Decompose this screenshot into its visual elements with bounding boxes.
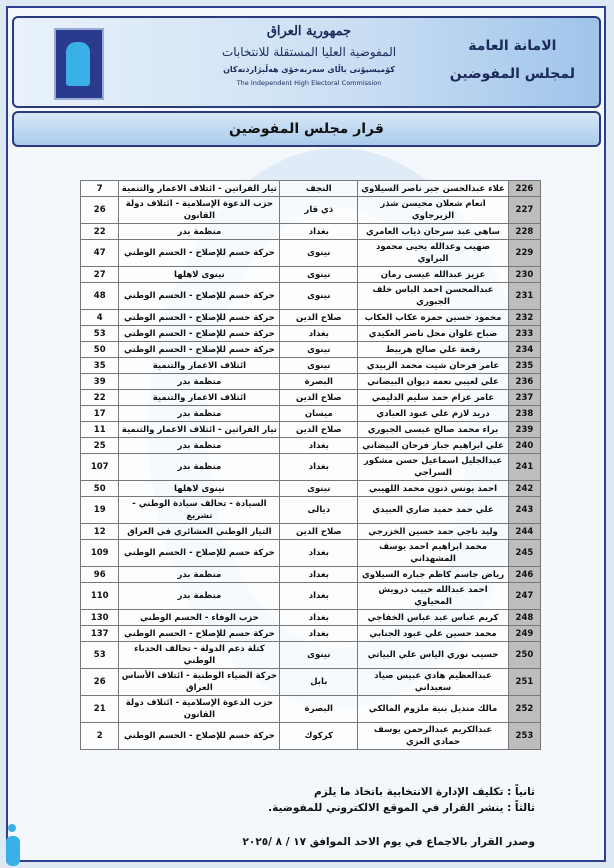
candidate-name: احمد عبدالله حبيب درويش المحياوي — [358, 583, 509, 610]
table-row — [81, 358, 541, 374]
province: نينوى — [280, 283, 358, 310]
row-number: 233 — [508, 326, 540, 342]
row-number: 228 — [508, 224, 540, 240]
province: صلاح الدين — [280, 310, 358, 326]
province: كركوك — [280, 723, 358, 750]
list-number: 50 — [81, 481, 119, 497]
list-number: 110 — [81, 583, 119, 610]
decision-notes — [60, 784, 535, 816]
party-name: نينوى لاهلها — [119, 481, 280, 497]
candidate-name: دريد لازم علي عبود العبادي — [358, 406, 509, 422]
candidate-name: عبدالجليل اسماعيل حسن مشكور السراجي — [358, 454, 509, 481]
table-row — [81, 524, 541, 540]
corner-logo-icon — [0, 820, 30, 868]
list-number: 25 — [81, 438, 119, 454]
row-number: 235 — [508, 358, 540, 374]
candidate-name: عامر فرحان شيت محمد الزبيدي — [358, 358, 509, 374]
party-name: منظمة بدر — [119, 454, 280, 481]
candidate-name: محمد ابراهيم احمد يوسف المشهداني — [358, 540, 509, 567]
table-row — [81, 626, 541, 642]
list-number: 53 — [81, 326, 119, 342]
candidate-name: علي لعيبي نعمه ديوان البيضاني — [358, 374, 509, 390]
row-number: 242 — [508, 481, 540, 497]
row-number: 234 — [508, 342, 540, 358]
page-title: قرار مجلس المفوضين — [12, 111, 601, 147]
letterhead — [12, 16, 601, 108]
row-number: 253 — [508, 723, 540, 750]
list-number: 21 — [81, 696, 119, 723]
province: البصرة — [280, 374, 358, 390]
province: بغداد — [280, 438, 358, 454]
row-number: 241 — [508, 454, 540, 481]
table-row — [81, 438, 541, 454]
note-third: ثالثاً : ينشر القرار في الموقع الالكتروني للمفوضية. — [268, 802, 535, 814]
province: نينوى — [280, 342, 358, 358]
province: بغداد — [280, 626, 358, 642]
table-row — [81, 422, 541, 438]
party-name: حركة حسم للإصلاح - الحسم الوطني — [119, 283, 280, 310]
table-row — [81, 326, 541, 342]
row-number: 227 — [508, 197, 540, 224]
candidate-name: احمد يونس ذنون محمد اللهيبي — [358, 481, 509, 497]
org-arabic-line2: المفوضية العليا المستقلة للانتخابات — [221, 45, 397, 59]
row-number: 239 — [508, 422, 540, 438]
list-number: 11 — [81, 422, 119, 438]
party-name: منظمة بدر — [119, 567, 280, 583]
candidate-name: علي ابراهيم جبار فرحان البيضاني — [358, 438, 509, 454]
province: نينوى — [280, 358, 358, 374]
table-row — [81, 454, 541, 481]
note-second: ثانياً : تكليف الإدارة الانتخابية باتخاذ ما يلزم — [314, 786, 535, 798]
candidate-name: صباح علوان محل ناصر العكيدي — [358, 326, 509, 342]
candidate-name: محمد حسين علي عبود الجنابي — [358, 626, 509, 642]
list-number: 27 — [81, 267, 119, 283]
table-row — [81, 374, 541, 390]
party-name: حركة حسم للإصلاح - الحسم الوطني — [119, 540, 280, 567]
row-number: 248 — [508, 610, 540, 626]
party-name: حزب الدعوة الإسلامية - ائتلاف دولة القانون — [119, 696, 280, 723]
list-number: 22 — [81, 224, 119, 240]
party-name: حركة حسم للإصلاح - الحسم الوطني — [119, 310, 280, 326]
org-english: The Independent High Electoral Commission — [236, 79, 382, 87]
party-name: منظمة بدر — [119, 406, 280, 422]
province: بغداد — [280, 610, 358, 626]
candidate-name: مالك منديل بنية ملزوم المالكي — [358, 696, 509, 723]
party-name: التيار الوطني العشائري في العراق — [119, 524, 280, 540]
list-number: 53 — [81, 642, 119, 669]
table-row — [81, 406, 541, 422]
candidate-name: براء محمد صالح عيسى الجبوري — [358, 422, 509, 438]
table-row — [81, 567, 541, 583]
candidate-name: عامر عزام حمد سليم الدليمي — [358, 390, 509, 406]
department — [450, 32, 575, 88]
candidate-name: صهيب وعدالله يحيى محمود البراوي — [358, 240, 509, 267]
row-number: 249 — [508, 626, 540, 642]
province: ديالى — [280, 497, 358, 524]
row-number: 226 — [508, 181, 540, 197]
party-name: منظمة بدر — [119, 224, 280, 240]
list-number: 22 — [81, 390, 119, 406]
party-name: حركة حسم للإصلاح - الحسم الوطني — [119, 723, 280, 750]
department-line2: لمجلس المفوضين — [449, 66, 575, 82]
table-row — [81, 240, 541, 267]
province: بغداد — [280, 567, 358, 583]
province: بغداد — [280, 583, 358, 610]
document-body — [60, 180, 550, 850]
row-number: 236 — [508, 374, 540, 390]
row-number: 237 — [508, 390, 540, 406]
list-number: 26 — [81, 669, 119, 696]
province: صلاح الدين — [280, 390, 358, 406]
province: ذي قار — [280, 197, 358, 224]
row-number: 240 — [508, 438, 540, 454]
table-row — [81, 310, 541, 326]
party-name: تيار الفراتين - ائتلاف الاعمار والتنمية — [119, 422, 280, 438]
candidate-name: علي حمد حميد ضاري العبيدي — [358, 497, 509, 524]
row-number: 250 — [508, 642, 540, 669]
party-name: منظمة بدر — [119, 583, 280, 610]
list-number: 47 — [81, 240, 119, 267]
list-number: 50 — [81, 342, 119, 358]
table-row — [81, 224, 541, 240]
province: بغداد — [280, 224, 358, 240]
candidate-name: عبدالمحسن احمد الياس خلف الجبوري — [358, 283, 509, 310]
candidate-name: انعام شعلان محيسن شذر الزيرجاوي — [358, 197, 509, 224]
candidate-name: عزيز عبدالله عيسى رمان — [358, 267, 509, 283]
candidate-name: عبدالكريم عبدالرحمن يوسف حمادي العزي — [358, 723, 509, 750]
row-number: 244 — [508, 524, 540, 540]
list-number: 137 — [81, 626, 119, 642]
table-row — [81, 583, 541, 610]
row-number: 252 — [508, 696, 540, 723]
list-number: 19 — [81, 497, 119, 524]
row-number: 243 — [508, 497, 540, 524]
province: بغداد — [280, 454, 358, 481]
candidate-name: محمود حسين حمزه عكاب العكاب — [358, 310, 509, 326]
table-row — [81, 197, 541, 224]
table-row — [81, 283, 541, 310]
candidate-name: رفعة علي صالح هربيط — [358, 342, 509, 358]
list-number: 4 — [81, 310, 119, 326]
table-row — [81, 342, 541, 358]
province: بغداد — [280, 326, 358, 342]
party-name: ائتلاف الاعمار والتنمية — [119, 358, 280, 374]
organization-name — [184, 22, 434, 89]
province: بغداد — [280, 540, 358, 567]
candidate-name: وليد ناجي حمد حسين الخزرجي — [358, 524, 509, 540]
row-number: 238 — [508, 406, 540, 422]
row-number: 232 — [508, 310, 540, 326]
row-number: 230 — [508, 267, 540, 283]
list-number: 48 — [81, 283, 119, 310]
party-name: حزب الدعوة الإسلامية - ائتلاف دولة القانون — [119, 197, 280, 224]
list-number: 35 — [81, 358, 119, 374]
table-row — [81, 390, 541, 406]
province: ميسان — [280, 406, 358, 422]
candidate-name: علاء عبدالحسن جبر ناصر السيلاوي — [358, 181, 509, 197]
province: بابل — [280, 669, 358, 696]
candidate-name: رياض جاسم كاظم جباره السيلاوي — [358, 567, 509, 583]
row-number: 251 — [508, 669, 540, 696]
table-row — [81, 540, 541, 567]
list-number: 130 — [81, 610, 119, 626]
commission-logo — [54, 28, 104, 100]
table-row — [81, 610, 541, 626]
candidate-name: كريم عباس عبد عباس الخفاجي — [358, 610, 509, 626]
row-number: 245 — [508, 540, 540, 567]
table-row — [81, 669, 541, 696]
candidate-name: حسيب نوري الياس علي البياتي — [358, 642, 509, 669]
party-name: حركة الضياء الوطنية - ائتلاف الأساس العراق — [119, 669, 280, 696]
list-number: 109 — [81, 540, 119, 567]
list-number: 107 — [81, 454, 119, 481]
table-row — [81, 723, 541, 750]
org-arabic-line1: جمهورية العراق — [266, 24, 352, 39]
row-number: 246 — [508, 567, 540, 583]
table-row — [81, 642, 541, 669]
list-number: 26 — [81, 197, 119, 224]
province: نينوى — [280, 240, 358, 267]
table-row — [81, 267, 541, 283]
province: البصرة — [280, 696, 358, 723]
row-number: 229 — [508, 240, 540, 267]
party-name: ائتلاف الاعمار والتنمية — [119, 390, 280, 406]
party-name: حركة حسم للإصلاح - الحسم الوطني — [119, 342, 280, 358]
table-row — [81, 696, 541, 723]
candidate-name: ساهي عبد سرحان ذياب العامري — [358, 224, 509, 240]
list-number: 2 — [81, 723, 119, 750]
party-name: منظمة بدر — [119, 438, 280, 454]
list-number: 7 — [81, 181, 119, 197]
party-name: حركة حسم للإصلاح - الحسم الوطني — [119, 626, 280, 642]
list-number: 12 — [81, 524, 119, 540]
province: نينوى — [280, 267, 358, 283]
party-name: تيار الفراتين - ائتلاف الاعمار والتنمية — [119, 181, 280, 197]
party-name: منظمة بدر — [119, 374, 280, 390]
list-number: 96 — [81, 567, 119, 583]
party-name: حزب الوفاء - الحسم الوطني — [119, 610, 280, 626]
org-kurdish: کۆمیسیۆنی باڵای سەربەخۆی هەڵبژاردنەکان — [223, 65, 395, 74]
list-number: 39 — [81, 374, 119, 390]
party-name: كتلة دعم الدولة - تحالف الحدباء الوطني — [119, 642, 280, 669]
table-row — [81, 181, 541, 197]
party-name: نينوى لاهلها — [119, 267, 280, 283]
row-number: 231 — [508, 283, 540, 310]
candidates-table — [80, 180, 541, 750]
party-name: حركة حسم للإصلاح - الحسم الوطني — [119, 326, 280, 342]
department-line1: الامانة العامة — [468, 38, 557, 54]
party-name: حركة حسم للإصلاح - الحسم الوطني — [119, 240, 280, 267]
province: صلاح الدين — [280, 422, 358, 438]
table-row — [81, 497, 541, 524]
table-row — [81, 481, 541, 497]
decision-date: وصدر القرار بالاجماع في يوم الاحد الموافق ١٧ / ٨ /٢٠٢٥ — [242, 836, 535, 848]
province: نينوى — [280, 642, 358, 669]
party-name: السيادة - تحالف سيادة الوطني - تشريع — [119, 497, 280, 524]
province: صلاح الدين — [280, 524, 358, 540]
row-number: 247 — [508, 583, 540, 610]
list-number: 17 — [81, 406, 119, 422]
province: النجف — [280, 181, 358, 197]
province: نينوى — [280, 481, 358, 497]
candidate-name: عبدالعظيم هادي عبيس صياد سعيداني — [358, 669, 509, 696]
